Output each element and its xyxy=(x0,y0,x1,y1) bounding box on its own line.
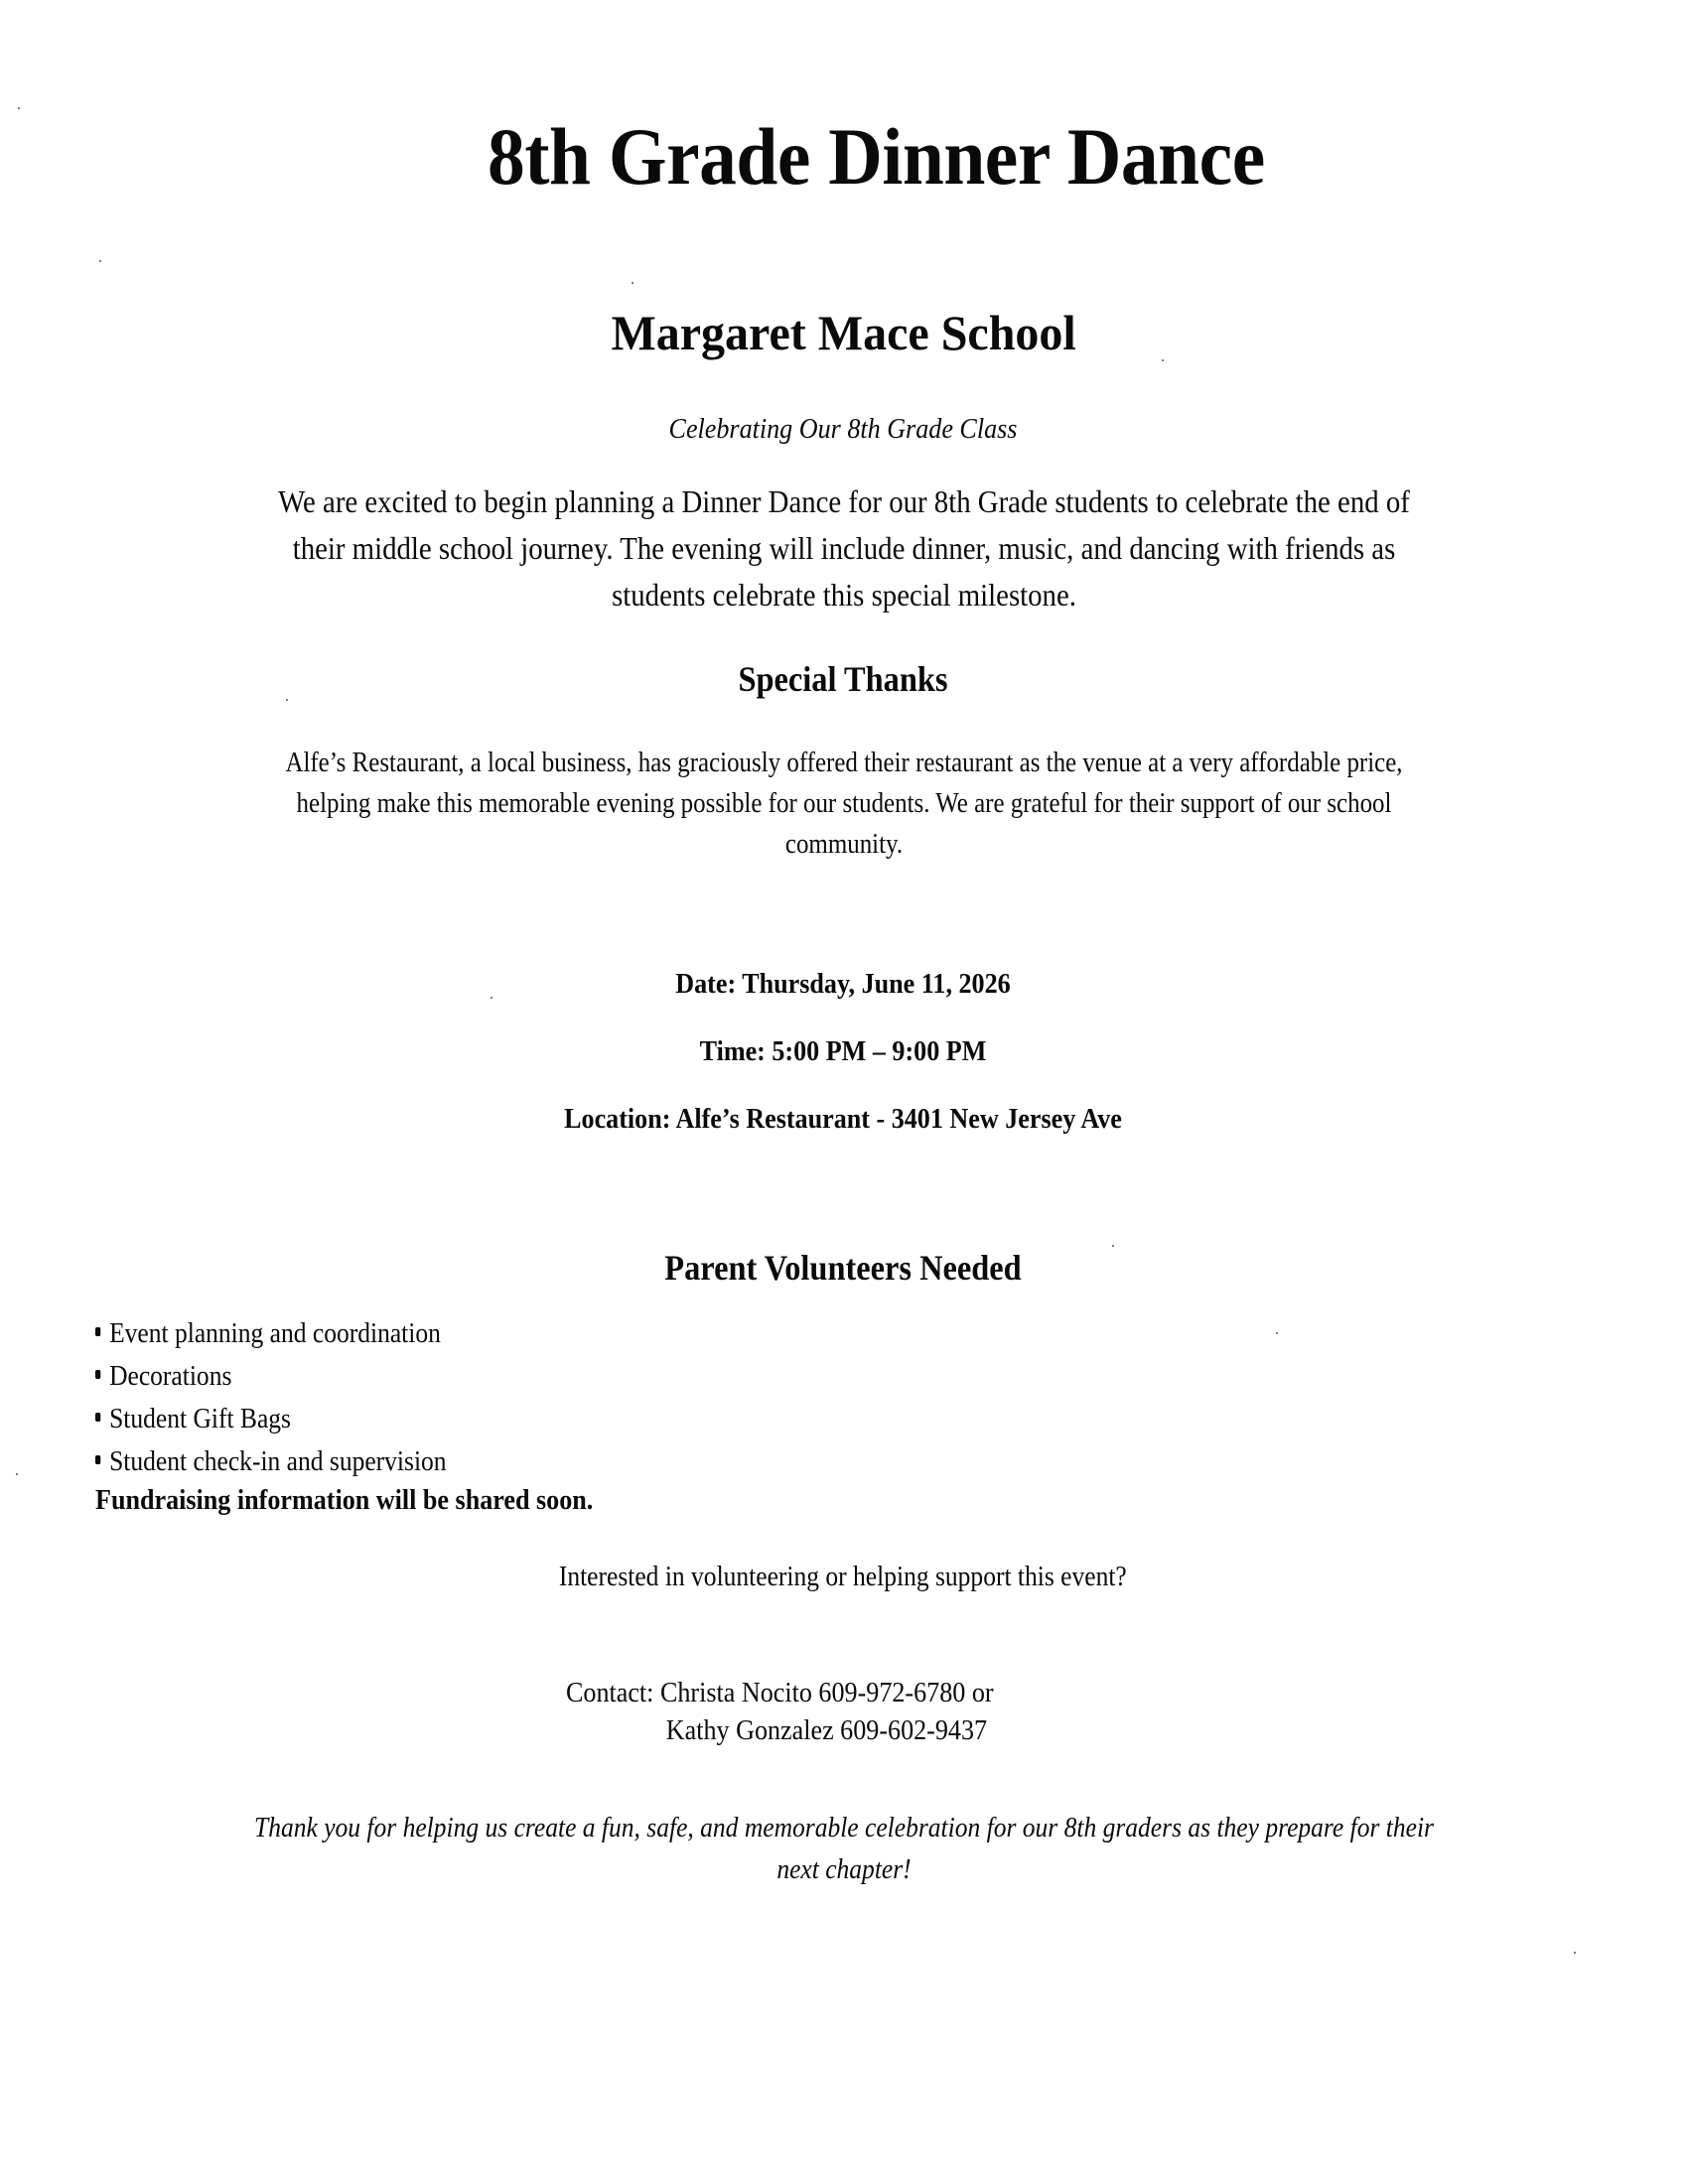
list-item-label: Student check-in and supervision xyxy=(109,1445,447,1477)
scan-speck xyxy=(491,997,492,999)
volunteers-heading: Parent Volunteers Needed xyxy=(664,1248,1022,1288)
special-thanks-heading: Special Thanks xyxy=(738,659,948,699)
scan-speck xyxy=(16,1473,18,1475)
intro-paragraph xyxy=(192,478,1496,618)
scan-speck xyxy=(1574,1952,1576,1954)
list-item xyxy=(95,1355,447,1398)
list-item-label: Student Gift Bags xyxy=(109,1403,291,1434)
event-date: Date: Thursday, June 11, 2026 xyxy=(675,968,1011,1000)
event-location: Location: Alfe’s Restaurant - 3401 New Jersey Ave xyxy=(564,1103,1122,1135)
list-item xyxy=(95,1312,447,1355)
bullet-icon xyxy=(95,1455,100,1464)
closing-message xyxy=(189,1807,1499,1890)
tagline: Celebrating Our 8th Grade Class xyxy=(668,413,1018,445)
scan-speck xyxy=(1276,1332,1278,1334)
thanks-line: community. xyxy=(784,828,904,860)
list-item-label: Decorations xyxy=(109,1360,232,1392)
scan-speck xyxy=(99,260,101,262)
closing-line: next chapter! xyxy=(776,1853,912,1885)
interest-question: Interested in volunteering or helping support this event? xyxy=(558,1561,1127,1592)
bullet-icon xyxy=(95,1413,100,1422)
list-item-label: Event planning and coordination xyxy=(109,1317,441,1349)
bullet-icon xyxy=(95,1370,100,1379)
closing-line: Thank you for helping us create a fun, safe, and memorable celebration for our 8th graders as they prepare for their xyxy=(254,1812,1434,1843)
scan-speck xyxy=(18,107,20,109)
school-name: Margaret Mace School xyxy=(611,305,1076,360)
contact-info xyxy=(566,1674,994,1749)
list-item xyxy=(95,1440,447,1483)
scan-speck xyxy=(1112,1245,1114,1247)
contact-line-1: Contact: Christa Nocito 609-972-6780 or xyxy=(566,1677,994,1708)
event-time: Time: 5:00 PM – 9:00 PM xyxy=(699,1035,987,1067)
contact-line-2: Kathy Gonzalez 609-602-9437 xyxy=(665,1714,988,1746)
intro-line: We are excited to begin planning a Dinner Dance for our 8th Grade students to celebrate the end of xyxy=(278,483,1410,519)
thanks-line: Alfe’s Restaurant, a local business, has graciously offered their restaurant as the venue at a very affordable price, xyxy=(285,747,1403,778)
special-thanks-paragraph xyxy=(204,743,1484,865)
fundraising-note: Fundraising information will be shared soon. xyxy=(95,1484,594,1516)
volunteer-list xyxy=(95,1312,447,1483)
intro-line: students celebrate this special milestone. xyxy=(612,577,1076,613)
list-item xyxy=(95,1398,447,1440)
intro-line: their middle school journey. The evening will include dinner, music, and dancing with friends as xyxy=(292,530,1396,566)
flyer-title: 8th Grade Dinner Dance xyxy=(488,111,1265,202)
scan-speck xyxy=(632,282,633,284)
bullet-icon xyxy=(95,1327,100,1336)
thanks-line: helping make this memorable evening possible for our students. We are grateful for their support of our school xyxy=(296,787,1392,819)
scan-speck xyxy=(286,699,288,701)
scan-speck xyxy=(1162,359,1164,361)
